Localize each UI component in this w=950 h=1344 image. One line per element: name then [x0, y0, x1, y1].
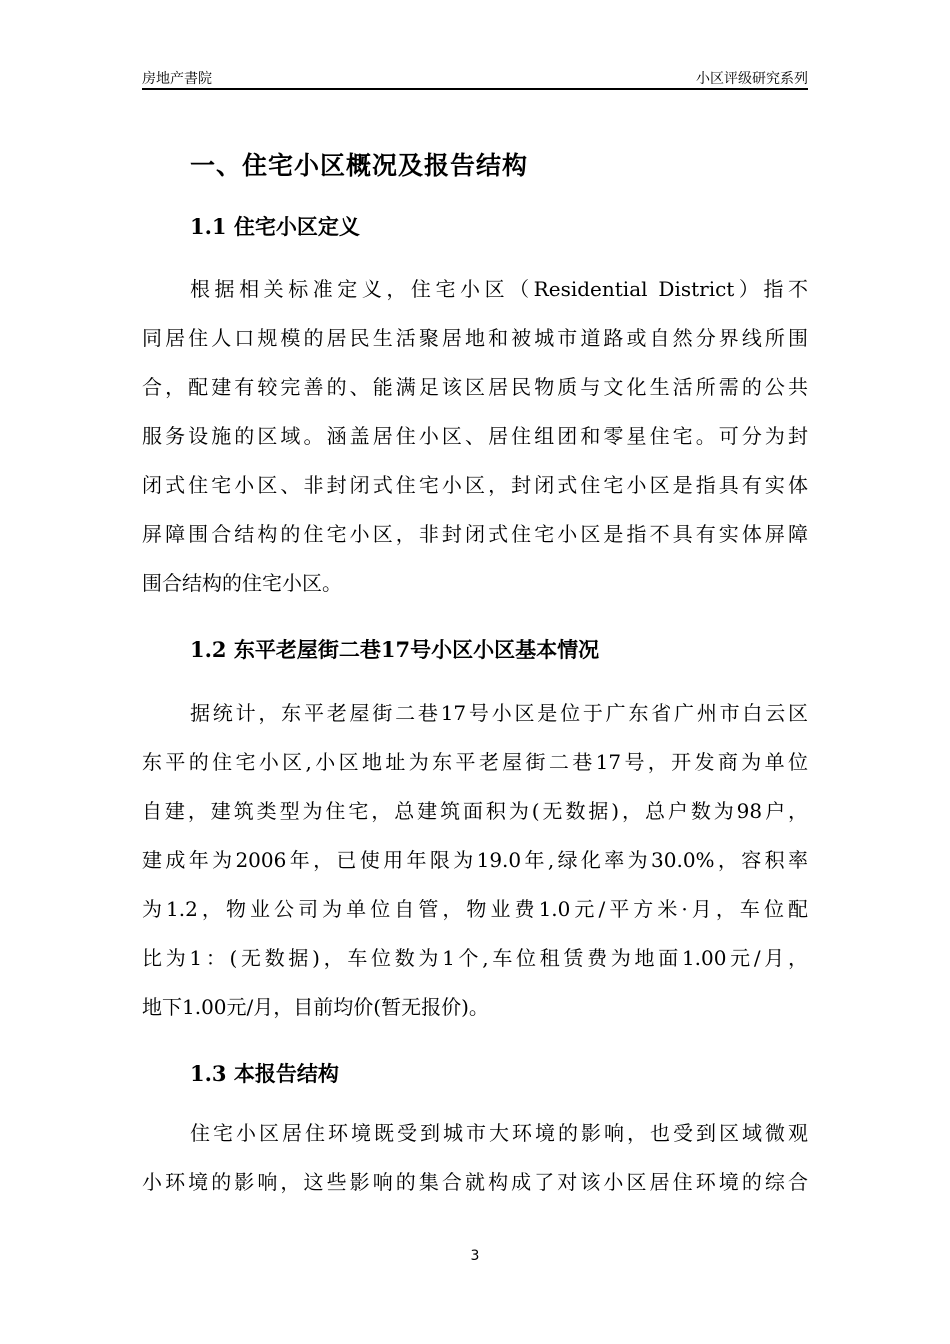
text-line: 自建，建筑类型为住宅，总建筑面积为(无数据)，总户数为98户， [142, 799, 808, 823]
text-line: 小环境的影响，这些影响的集合就构成了对该小区居住环境的综合 [142, 1170, 808, 1194]
text-line: 为1.2，物业公司为单位自管，物业费1.0元/平方米·月，车位配 [142, 897, 808, 921]
section-heading-1-3: 1.3 本报告结构 [190, 1061, 339, 1086]
text-line: 据统计，东平老屋街二巷17号小区是位于广东省广州市白云区 [190, 701, 808, 725]
text-line: 闭式住宅小区、非封闭式住宅小区，封闭式住宅小区是指具有实体 [142, 473, 808, 497]
text-line: 东平的住宅小区,小区地址为东平老屋街二巷17号，开发商为单位 [142, 750, 808, 774]
page-number: 3 [470, 1248, 480, 1264]
text-line: 服务设施的区域。涵盖居住小区、居住组团和零星住宅。可分为封 [142, 424, 808, 448]
text-line: 比为1：(无数据)，车位数为1个,车位租赁费为地面1.00元/月， [142, 946, 808, 970]
header-left: 房地产書院 [142, 71, 212, 87]
text-line: 同居住人口规模的居民生活聚居地和被城市道路或自然分界线所围 [142, 326, 808, 350]
section-paragraph-1-2 [142, 689, 808, 1032]
section-paragraph-1-3 [142, 1109, 808, 1207]
text-line: 合，配建有较完善的、能满足该区居民物质与文化生活所需的公共 [142, 375, 808, 399]
section-paragraph-1-1 [142, 265, 808, 608]
text-line: 根据相关标准定义，住宅小区（Residential District）指不 [190, 277, 808, 301]
chapter-title: 一、住宅小区概况及报告结构 [190, 151, 529, 180]
text-line: 地下1.00元/月，目前均价(暂无报价)。 [142, 995, 489, 1019]
header-right: 小区评级研究系列 [696, 71, 808, 87]
page-header [142, 66, 808, 90]
section-heading-1-1: 1.1 住宅小区定义 [190, 214, 360, 239]
text-line: 住宅小区居住环境既受到城市大环境的影响，也受到区域微观 [190, 1121, 808, 1145]
text-line: 建成年为2006年，已使用年限为19.0年,绿化率为30.0%，容积率 [142, 848, 808, 872]
text-line: 屏障围合结构的住宅小区，非封闭式住宅小区是指不具有实体屏障 [142, 522, 808, 546]
text-line: 围合结构的住宅小区。 [142, 571, 342, 595]
section-heading-1-2: 1.2 东平老屋街二巷17号小区小区基本情况 [190, 637, 600, 662]
